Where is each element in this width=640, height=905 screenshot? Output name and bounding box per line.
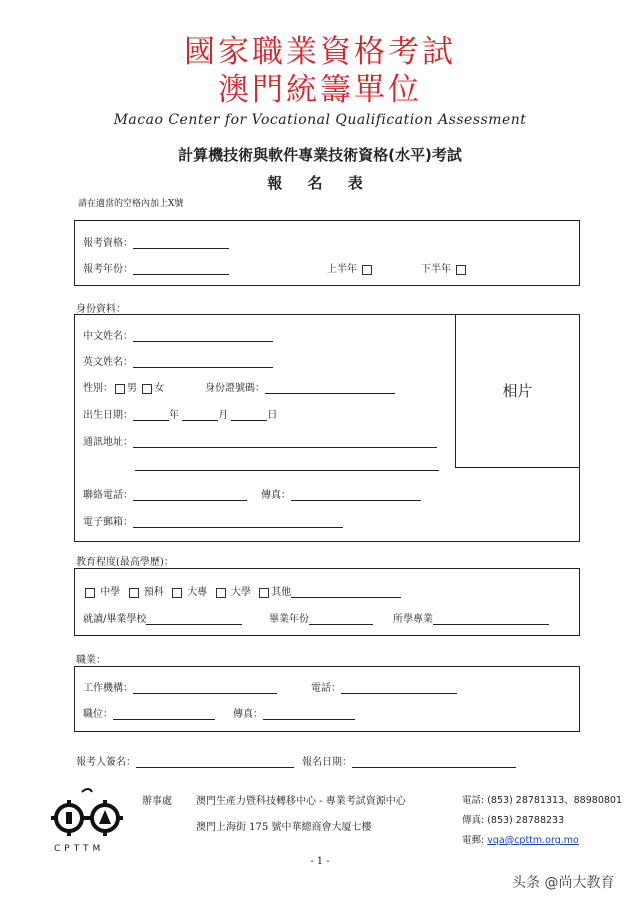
edu-preparatory-label: 預科 [143,587,164,598]
identity-heading: 身份資料： [76,304,126,315]
center-address: 澳門上海街 175 號中華總商會大厦七樓 [196,822,372,833]
exam-year-label: 報考年份： [83,264,133,275]
edu-college-label: 大專 [187,587,208,598]
watermark: 头条 @尚大教育 [512,875,615,891]
address-label: 通訊地址： [83,437,133,448]
email-line[interactable] [133,516,343,528]
email-label: 電子郵箱： [83,517,133,528]
qualification-field[interactable] [83,234,229,249]
job-phone-line[interactable] [341,682,457,694]
photo-label: 相片 [502,382,533,400]
identity-section-box [74,314,580,542]
first-half-checkbox[interactable] [362,265,372,275]
email-prefix: 電郵: [462,835,488,846]
grad-year-line[interactable] [309,613,373,625]
gender-field[interactable] [83,379,164,394]
education-heading: 教育程度(最高學歷)： [76,557,174,568]
signature-label: 報考人簽名： [76,757,136,768]
org-title-line1: 國家職業資格考試 [184,34,456,70]
edu-other-label: 其他 [271,587,292,598]
female-checkbox[interactable] [142,384,152,394]
job-fax-field[interactable] [233,705,355,720]
edu-other-line[interactable] [291,586,401,598]
contact-email [462,832,579,846]
signature-field[interactable] [76,753,294,768]
cpttm-logo [46,786,128,854]
id-number-line[interactable] [265,382,395,394]
fax-line[interactable] [291,489,421,501]
chinese-name-line[interactable] [133,330,273,342]
office-label: 辦事處 [142,796,172,807]
address-line-2[interactable] [135,470,439,471]
contact-fax: 傳真: (853) 28788233 [462,815,565,826]
grad-year-field[interactable] [269,610,373,625]
exam-section-box [74,220,580,286]
page-number: - 1 - [310,856,330,867]
phone-label: 聯絡電話： [83,490,133,501]
edu-university-checkbox[interactable] [216,588,226,598]
dob-year-line[interactable] [133,409,169,421]
education-options [83,583,401,598]
exam-year-line[interactable] [133,263,229,275]
edu-university-label: 大學 [230,587,251,598]
org-english-name: Macao Center for Vocational Qualification Assessment [113,112,527,128]
form-name: 報 名 表 [267,174,373,192]
dob-year-label: 年 [169,410,179,421]
dob-field[interactable] [83,406,277,421]
major-line[interactable] [433,613,549,625]
school-field[interactable] [83,610,242,625]
email-link[interactable]: vqa@cpttm.org.mo [487,835,579,846]
dob-day-label: 日 [267,410,278,421]
school-line[interactable] [146,613,242,625]
school-label: 就讀/畢業學校 [83,614,147,625]
dob-month-line[interactable] [182,409,218,421]
exam-year-field[interactable] [83,260,229,275]
qualification-label: 報考資格： [83,238,133,249]
position-label: 職位： [83,709,113,720]
contact-tel: 電話: (853) 28781313、88980801 [462,795,622,806]
english-name-line[interactable] [133,356,273,368]
phone-field[interactable] [83,486,247,501]
edu-other-checkbox[interactable] [259,588,269,598]
exam-title: 計算機技術與軟件專業技術資格(水平)考試 [178,146,462,164]
job-fax-label: 傳真： [233,709,263,720]
employer-label: 工作機構： [83,683,133,694]
job-fax-line[interactable] [263,708,355,720]
first-half-option[interactable] [327,260,374,275]
education-section-box [74,568,580,636]
id-number-label: 身份證號碼： [205,383,265,394]
chinese-name-label: 中文姓名： [83,331,133,342]
second-half-label: 下半年 [421,264,451,275]
employer-line[interactable] [133,682,277,694]
address-line-1[interactable] [133,436,437,448]
second-half-option[interactable] [421,260,468,275]
english-name-field[interactable] [83,353,273,368]
dob-day-line[interactable] [231,409,267,421]
major-label: 所學專業 [393,614,433,625]
fax-label: 傳真： [261,490,291,501]
org-title-line2: 澳門統籌單位 [218,72,422,108]
edu-secondary-label: 中學 [100,587,121,598]
apply-date-field[interactable] [302,753,516,768]
job-section-box [74,666,580,732]
email-field[interactable] [83,513,343,528]
position-field[interactable] [83,705,215,720]
cpttm-gear-icon [46,786,128,842]
job-phone-label: 電話： [311,683,341,694]
job-phone-field[interactable] [311,679,457,694]
id-number-field[interactable] [205,379,395,394]
dob-label: 出生日期： [83,410,133,421]
apply-date-line[interactable] [352,756,516,768]
male-checkbox[interactable] [115,384,125,394]
second-half-checkbox[interactable] [456,265,466,275]
photo-box[interactable] [455,314,579,468]
position-line[interactable] [113,708,215,720]
first-half-label: 上半年 [327,264,357,275]
employer-field[interactable] [83,679,277,694]
major-field[interactable] [393,610,549,625]
female-label: 女 [154,383,165,394]
job-heading: 職業： [76,655,106,666]
edu-secondary-checkbox[interactable] [85,588,95,598]
center-name: 澳門生產力暨科技轉移中心 - 專業考試資源中心 [196,796,406,807]
english-name-label: 英文姓名： [83,357,133,368]
dob-month-label: 月 [218,410,229,421]
chinese-name-field[interactable] [83,327,273,342]
fax-field[interactable] [261,486,421,501]
edu-preparatory-checkbox[interactable] [129,588,139,598]
phone-line[interactable] [133,489,247,501]
address-field[interactable] [83,433,437,448]
apply-date-label: 報名日期： [302,757,352,768]
qualification-line[interactable] [133,237,229,249]
gender-label: 性別： [83,383,113,394]
logo-text: CPTTM [54,844,105,854]
grad-year-label: 畢業年份 [269,614,309,625]
signature-line[interactable] [136,756,294,768]
instruction-text: 請在適當的空格內加上X號 [78,199,184,209]
edu-college-checkbox[interactable] [172,588,182,598]
male-label: 男 [127,383,137,394]
